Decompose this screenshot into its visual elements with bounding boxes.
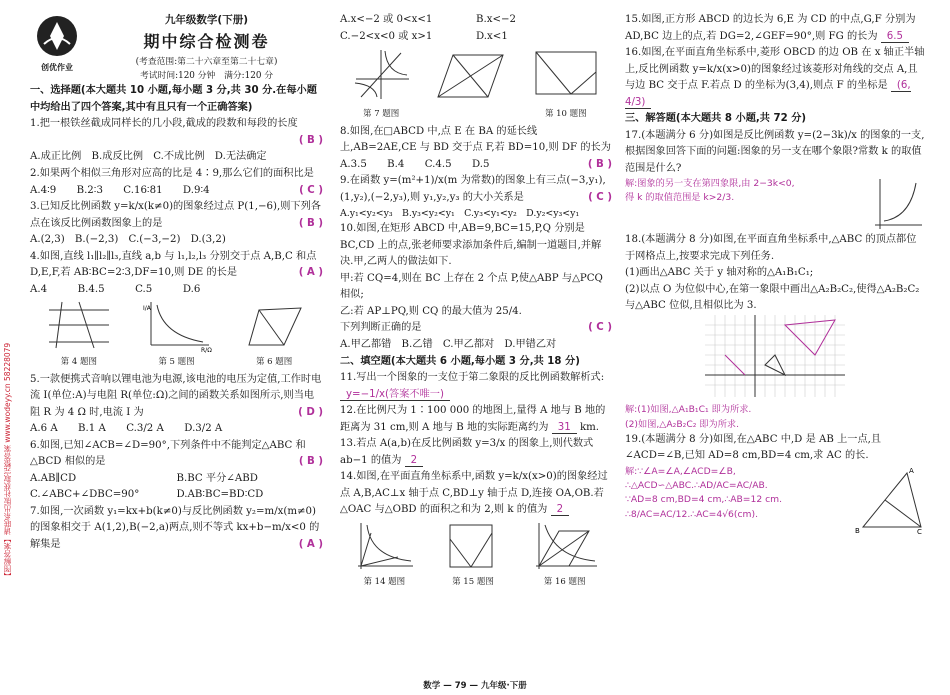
figure-16 xyxy=(531,521,599,591)
figure-15-diagram xyxy=(442,521,504,571)
q12-stem: 12.在比例尺为 1∶100 000 的地图上,量得 A 地与 B 地的距离为 31 cm,则 A 地与 B 地的实际距离约为 xyxy=(340,405,606,433)
figure-18-diagram xyxy=(705,315,845,397)
q6-stem: 6.如图,已知∠ACB=∠D=90°,下列条件中不能判定△ABC 和△BCD 相似的是 xyxy=(30,439,306,468)
figure-15 xyxy=(442,521,504,591)
q6-option-c: C.∠ABC+∠DBC=90° xyxy=(30,489,140,501)
sidebar-notice: 【图解答案】请联系出版社获取完整答案 www.wodeyy.cn 58228079 xyxy=(3,342,12,580)
q16-stem: 16.如图,在平面直角坐标系中,菱形 OBCD 的边 OB 在 x 轴正半轴上,反比例函数 y=k/x(x>0)的图象经过该菱形对角线的交点 A,且与边 BC 交于点 F.若点 D 的坐标为(3,4),则点 F 的坐标是 xyxy=(625,47,925,92)
q10-jia: 甲:若 CQ=4,则在 BC 上存在 2 个点 P,使△ABP 与△PCQ 相似; xyxy=(340,272,603,301)
q7-answer: ( A ) xyxy=(298,538,323,550)
q15-answer: 6.5 xyxy=(881,31,909,43)
figure-7 xyxy=(351,47,411,122)
q12-answer: 31 xyxy=(552,422,577,434)
figure-5-diagram xyxy=(141,300,213,355)
q1-options: A.成正比例 B.成反比例 C.不成比例 D.无法确定 xyxy=(30,151,267,163)
q8-stem: 8.如图,在□ABCD 中,点 E 在 BA 的延长线上,AB=2AE,CE 与 BD 交于点 F,若 BD=10,则 DF 的长为 xyxy=(340,125,611,154)
question-6 xyxy=(30,438,323,471)
figure-8-diagram xyxy=(433,47,508,102)
column-3 xyxy=(625,12,925,535)
q2-answer: ( C ) xyxy=(299,184,323,196)
figure-15-caption: 第 15 题图 xyxy=(452,577,494,588)
q8-options: A.3.5 B.4 C.4.5 D.5 xyxy=(340,158,490,170)
question-14 xyxy=(340,469,612,519)
q7-option-c: C.−2<x<0 或 x>1 xyxy=(340,30,433,42)
q7-option-a: A.x<−2 或 0<x<1 xyxy=(340,14,433,25)
q7-options xyxy=(340,12,612,45)
grade-label: 九年级数学(下册) xyxy=(164,14,249,26)
svg-text:C: C xyxy=(917,527,922,536)
q6-option-a: A.AB∥CD xyxy=(30,472,77,484)
question-1 xyxy=(30,116,323,133)
svg-text:I/A: I/A xyxy=(143,305,152,313)
q17-solution-2: 得 k 的取值范围是 k>2/3. xyxy=(625,192,735,204)
q8-answer: ( B ) xyxy=(587,158,612,170)
q3-answer: ( B ) xyxy=(298,217,323,229)
figure-6-diagram xyxy=(239,300,309,350)
q7-stem: 7.如图,一次函数 y₁=kx+b(k≠0)与反比例函数 y₂=m/x(m≠0)的图象相交于 A(1,2),B(−2,a)两点,则不等式 kx+b−m/x<0 的解集是 xyxy=(30,505,320,550)
q6-answer: ( B ) xyxy=(298,456,323,468)
q19-step-2: ∴△ACD∽△ABC.∴AD/AC=AC/AB. xyxy=(625,480,768,492)
svg-text:A: A xyxy=(909,466,914,475)
section-3-title: 三、解答题(本大题共 8 小题,共 72 分) xyxy=(625,113,807,125)
question-18: 18.(本题满分 8 分)如图,在平面直角坐标系中,△ABC 的顶点都位于网格点上,按要求完成下列任务. xyxy=(625,234,917,262)
q15-stem: 15.如图,正方形 ABCD 的边长为 6,E 为 CD 的中点,G,F 分别为 AD,BC 边上的点,若 DG=2,∠GEF=90°,则 FG 的长为 xyxy=(625,14,916,42)
question-10: 10.如图,在矩形 ABCD 中,AB=9,BC=15,P,Q 分别是 BC,CD 上的点,张老师要求添加条件后,编制一道题目,并解决.甲,乙两人的做法如下. xyxy=(340,223,602,268)
figure-10 xyxy=(531,47,601,122)
exam-scope: (考查范围:第二十六章至第二十七章) xyxy=(135,56,278,67)
q11-answer: y=−1/x(答案不唯一) xyxy=(340,389,450,401)
page-title: 期中综合检测卷 xyxy=(143,32,270,51)
q6-options xyxy=(30,471,323,504)
question-7 xyxy=(30,504,323,554)
q3-stem: 3.已知反比例函数 y=k/x(k≠0)的图象经过点 P(1,−6),则下列各点在该反比例函数图象上的是 xyxy=(30,201,321,229)
figure-4-caption: 第 4 题图 xyxy=(60,356,97,367)
figure-6-caption: 第 6 题图 xyxy=(255,356,293,367)
q14-answer: 2 xyxy=(551,504,569,516)
q13-stem: 13.若点 A(a,b)在反比例函数 y=3/x 的图象上,则代数式 ab−1 的值为 xyxy=(340,438,594,466)
q7-option-b: B.x<−2 xyxy=(476,14,517,25)
q18-part-1: (1)画出△ABC 关于 y 轴对称的△A₁B₁C₁; xyxy=(625,267,814,279)
svg-text:B: B xyxy=(855,526,860,535)
question-12 xyxy=(340,403,612,436)
q5-answer: ( D ) xyxy=(298,406,323,418)
page-footer: 数学 — 79 — 九年级·下册 xyxy=(423,681,527,691)
q4-options: A.4 B.4.5 C.5 D.6 xyxy=(30,283,201,295)
figure-7-caption: 第 7 题图 xyxy=(363,108,400,119)
q6-option-d: D.AB∶BC=BD∶CD xyxy=(176,489,264,501)
q4-stem: 4.如图,直线 l₁∥l₂∥l₃,直线 a,b 与 l₁,l₂,l₃ 分别交于点 A,B,C 和点 D,E,F,若 AB∶BC=2∶3,DF=10,则 DE 的长是 xyxy=(30,250,317,279)
figure-4-diagram xyxy=(44,300,114,350)
figures-row-2 xyxy=(340,47,612,122)
figure-14-diagram xyxy=(353,521,415,571)
q13-answer: 2 xyxy=(405,455,423,467)
q14-stem: 14.如图,在平面直角坐标系中,函数 y=k/x(x>0)的图象经过点 A,B,AC⊥x 轴于点 C,BD⊥y 轴于点 D,连接 OA,OB.若△OAC 与△OBD 的面积之和为 2,则 k 的值为 xyxy=(340,471,608,516)
q18-solution-2: (2)如图,△A₂B₂C₂ 即为所求. xyxy=(625,418,740,430)
figures-row-1 xyxy=(30,300,323,370)
question-15 xyxy=(625,12,925,45)
figure-5 xyxy=(141,300,211,370)
q5-options: A.6 A B.1 A C.3/2 A D.3/2 A xyxy=(30,423,223,435)
q17-solution-1: 解:图象的另一支在第四象限,由 2−3k<0, xyxy=(625,178,795,190)
q5-stem: 5.一款便携式音响以锂电池为电源,该电池的电压为定值,工作时电流 I(单位:A)与电阻 R(单位:Ω)之间的函数关系如图所示,则当电阻 R 为 4 Ω 时,电流 I 为 xyxy=(30,373,322,418)
exam-time: 考试时间:120 分钟 满分:120 分 xyxy=(139,71,274,82)
q1-stem: 1.把一根铁丝截成同样长的几小段,截成的段数和每段的长度 xyxy=(30,118,298,130)
figure-14-caption: 第 14 题图 xyxy=(363,577,406,588)
figure-4 xyxy=(44,300,114,370)
q18-part-2: (2)以点 O 为位似中心,在第一象限中画出△A₂B₂C₂,使得△A₂B₂C₂ 与△ABC 位似,且相似比为 3. xyxy=(625,283,920,312)
question-16 xyxy=(625,45,925,111)
q9-answer: ( C ) xyxy=(588,191,612,203)
question-17: 17.(本题满分 6 分)如图是反比例函数 y=(2−3k)/x 的图象的一支,根据图象回答下面的问题:图象的另一支在哪个象限?常数 k 的取值范围是什么? xyxy=(625,129,925,174)
q19-step-3: ∵AD=8 cm,BD=4 cm,∴AB=12 cm. xyxy=(625,494,783,506)
column-2 xyxy=(340,12,612,592)
question-4 xyxy=(30,249,323,282)
q2-stem-text: 2.如果两个相似三角形对应高的比是 4∶9,那么它们的面积比是 xyxy=(30,167,314,179)
q6-option-b: B.BC 平分∠ABD xyxy=(176,472,258,484)
figure-6 xyxy=(239,300,309,370)
figure-14 xyxy=(353,521,415,591)
column-1 xyxy=(30,12,323,553)
q12-unit: km. xyxy=(579,421,600,433)
q2-options: A.4∶9 B.2∶3 C.16∶81 D.9∶4 xyxy=(30,184,210,196)
section-1-title: 一、选择题(本大题共 10 小题,每小题 3 分,共 30 分.在每小题中均给出了四个答案,其中有且只有一个正确答案) xyxy=(30,85,317,113)
svg-text:R/Ω: R/Ω xyxy=(201,347,213,355)
logo-text: 创优作业 xyxy=(41,63,73,72)
question-5 xyxy=(30,372,323,422)
figure-18 xyxy=(625,315,925,404)
q4-answer: ( A ) xyxy=(298,267,323,279)
q18-solution-1: 解:(1)如图,△A₁B₁C₁ 即为所求. xyxy=(625,404,752,416)
q10-question: 下列判断正确的是 xyxy=(340,322,422,334)
figure-5-caption: 第 5 题图 xyxy=(158,356,195,367)
q10-yi: 乙:若 AP⊥PQ,则 CQ 的最大值为 25/4. xyxy=(340,305,522,317)
figure-16-caption: 第 16 题图 xyxy=(543,577,586,588)
question-9 xyxy=(340,173,612,206)
q7-option-d: D.x<1 xyxy=(476,30,508,42)
question-3 xyxy=(30,199,323,232)
figure-10-diagram xyxy=(531,47,601,102)
figure-10-caption: 第 10 题图 xyxy=(544,108,587,119)
figure-8 xyxy=(433,47,508,122)
q19-step-4: ∴8/AC=AC/12.∴AC=4√6(cm). xyxy=(625,508,758,520)
figure-16-diagram xyxy=(531,521,599,571)
figure-17-diagram xyxy=(870,177,925,232)
question-11: 11.写出一个图象的一支位于第二象限的反比例函数解析式: xyxy=(340,372,605,384)
section-2-title: 二、填空题(本大题共 6 小题,每小题 3 分,共 18 分) xyxy=(340,355,580,367)
question-17-block xyxy=(625,128,925,233)
q10-answer: ( C ) xyxy=(588,322,612,334)
q3-options: A.(2,3) B.(−2,3) C.(−3,−2) D.(3,2) xyxy=(30,234,226,246)
question-19: 19.(本题满分 8 分)如图,在△ABC 中,D 是 AB 上一点,且∠ACD=∠B,已知 AD=8 cm,BD=4 cm,求 AC 的长. xyxy=(625,433,882,462)
figure-19-diagram xyxy=(855,465,925,535)
q9-stem: 9.在函数 y=(m²+1)/x(m 为常数)的图象上有三点(−3,y₁),(1,y₂),(−2,y₃),则 y₁,y₂,y₃ 的大小关系是 xyxy=(340,175,606,203)
q1-answer: ( B ) xyxy=(298,134,323,146)
q10-options: A.甲乙都错 B.乙错 C.甲乙都对 D.甲错乙对 xyxy=(340,338,557,350)
figures-row-3 xyxy=(340,521,612,591)
q16-answer: (6, 4/3) xyxy=(625,80,911,108)
figure-7-diagram xyxy=(351,47,411,102)
q9-options: A.y₁<y₂<y₃ B.y₃<y₂<y₁ C.y₃<y₁<y₂ D.y₂<y₃<y₁ xyxy=(340,208,580,220)
q19-step-1: 解:∵∠A=∠A,∠ACD=∠B, xyxy=(625,465,736,477)
question-13 xyxy=(340,436,612,469)
